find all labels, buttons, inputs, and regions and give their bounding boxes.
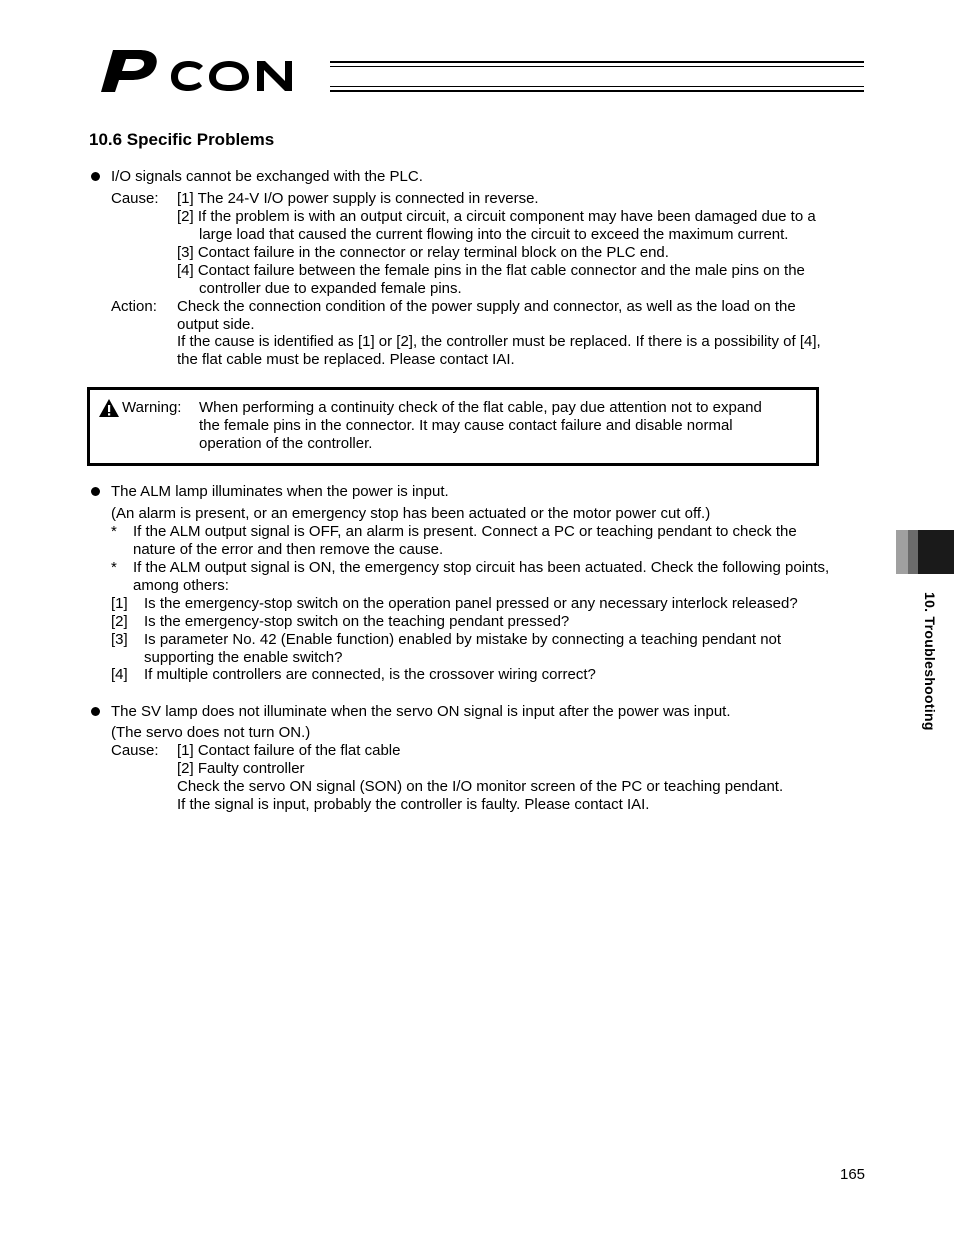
star-mark: * [111,559,117,576]
check-number: [1] [111,595,128,612]
action-line: Check the connection condition of the power supply and connector, as well as the load on the [177,298,796,315]
problem-heading: The SV lamp does not illuminate when the servo ON signal is input after the power was input. [111,703,731,720]
side-tab-block [918,530,954,574]
cause-line: [3] Contact failure in the connector or relay terminal block on the PLC end. [177,244,669,261]
action-line: If the cause is identified as [1] or [2], the controller must be replaced. If there is a possibility of [4], [177,333,821,350]
cause-label: Cause: [111,742,159,759]
check-text: If multiple controllers are connected, is the crossover wiring correct? [144,666,596,683]
pcon-logo [95,44,335,96]
cause-line: [2] Faulty controller [177,760,305,777]
header-rule-top [330,61,864,63]
star-item-line: If the ALM output signal is OFF, an alarm is present. Connect a PC or teaching pendant to check the [133,523,797,540]
bullet-icon [91,707,100,716]
cause-line: controller due to expanded female pins. [199,280,462,297]
chapter-side-label: 10. Troubleshooting [922,592,938,731]
cause-line: [2] If the problem is with an output circuit, a circuit component may have been damaged due to a [177,208,816,225]
warning-label: Warning: [122,399,182,416]
action-line: output side. [177,316,255,333]
cause-label: Cause: [111,190,159,207]
check-text: supporting the enable switch? [144,649,343,666]
cause-line: large load that caused the current flowing into the circuit to exceed the maximum current. [199,226,789,243]
problem-heading: The ALM lamp illuminates when the power is input. [111,483,449,500]
problem-note: (An alarm is present, or an emergency stop has been actuated or the motor power cut off.) [111,505,711,522]
warning-line: When performing a continuity check of the flat cable, pay due attention not to expand [199,399,762,416]
check-number: [3] [111,631,128,648]
header-rule-bottom [330,90,864,92]
cause-line: If the signal is input, probably the controller is faulty. Please contact IAI. [177,796,650,813]
warning-line: the female pins in the connector. It may cause contact failure and disable normal [199,417,733,434]
check-text: Is the emergency-stop switch on the teaching pendant pressed? [144,613,570,630]
problem-heading: I/O signals cannot be exchanged with the PLC. [111,168,423,185]
action-label: Action: [111,298,157,315]
check-text: Is the emergency-stop switch on the operation panel pressed or any necessary interlock released? [144,595,798,612]
check-number: [2] [111,613,128,630]
bullet-icon [91,487,100,496]
bullet-icon [91,172,100,181]
page-number: 165 [840,1166,866,1183]
star-item-line: If the ALM output signal is ON, the emergency stop circuit has been actuated. Check the following points, [133,559,830,576]
warning-triangle-icon [98,398,120,418]
cause-line: [4] Contact failure between the female pins in the flat cable connector and the male pins on the [177,262,805,279]
star-mark: * [111,523,117,540]
warning-line: operation of the controller. [199,435,373,452]
check-text: Is parameter No. 42 (Enable function) enabled by mistake by connecting a teaching pendant not [144,631,782,648]
side-tab-stripe [908,530,918,574]
side-tab-stripe [896,530,908,574]
section-title: 10.6 Specific Problems [89,130,275,149]
action-line: the flat cable must be replaced. Please contact IAI. [177,351,515,368]
problem-note: (The servo does not turn ON.) [111,724,311,741]
check-number: [4] [111,666,128,683]
cause-line: [1] The 24-V I/O power supply is connected in reverse. [177,190,539,207]
cause-line: [1] Contact failure of the flat cable [177,742,401,759]
header-rule-bottom-thin [330,86,864,87]
cause-line: Check the servo ON signal (SON) on the I/O monitor screen of the PC or teaching pendant. [177,778,784,795]
star-item-line: nature of the error and then remove the cause. [133,541,444,558]
star-item-line: among others: [133,577,229,594]
header-rule-mid [330,66,864,67]
